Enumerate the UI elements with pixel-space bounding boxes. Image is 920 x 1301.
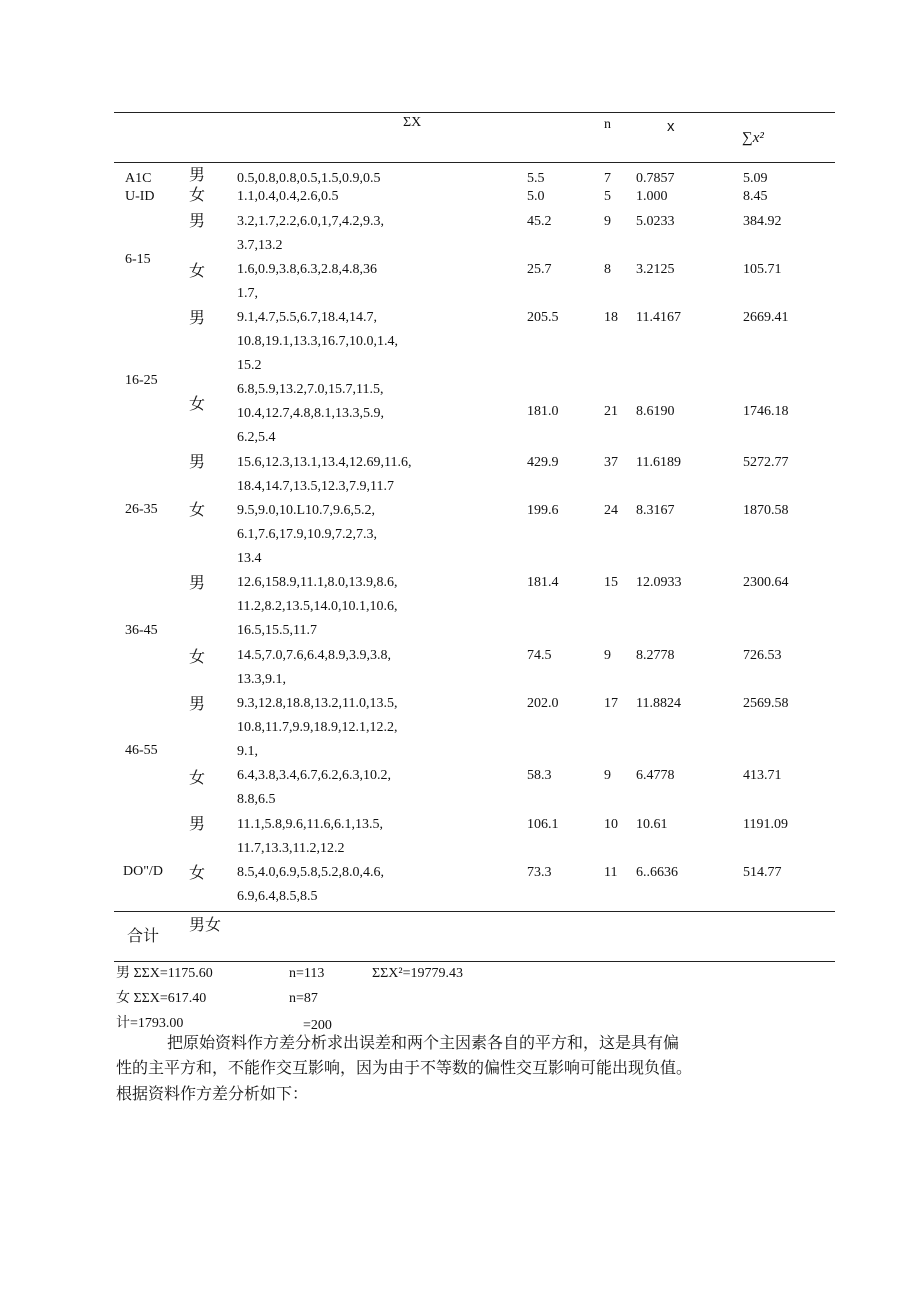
row-sum: 58.3 xyxy=(527,768,552,783)
values-line: 6.4,3.8,3.4,6.7,6.2,6.3,10.2, xyxy=(237,768,391,783)
row-sum-sq: 384.92 xyxy=(743,214,782,229)
row-sum: 106.1 xyxy=(527,817,559,832)
row-sum-sq: 2669.41 xyxy=(743,310,789,325)
values-line: 15.6,12.3,13.1,13.4,12.69,11.6, xyxy=(237,455,412,470)
row-mean: 8.6190 xyxy=(636,404,675,419)
row-sum-sq: 1746.18 xyxy=(743,404,789,419)
group-label: A1C xyxy=(125,171,152,186)
row-sum: 74.5 xyxy=(527,648,552,663)
row-mean: 5.0233 xyxy=(636,214,675,229)
values-line: 6.2,5.4 xyxy=(237,430,276,445)
sex-label: 男 xyxy=(189,575,206,592)
sex-label: 男 xyxy=(189,454,206,471)
header-mean: x xyxy=(667,118,675,135)
values-line: 6.9,6.4,8.5,8.5 xyxy=(237,889,318,904)
row-n: 5 xyxy=(604,189,611,204)
values-line: 13.4 xyxy=(237,551,262,566)
values-line: 12.6,158.9,11.1,8.0,13.9,8.6, xyxy=(237,575,398,590)
row-n: 17 xyxy=(604,696,618,711)
values-line: 16.5,15.5,11.7 xyxy=(237,623,317,638)
sex-label: 男 xyxy=(189,816,206,833)
row-sum: 45.2 xyxy=(527,214,552,229)
table-bottom-rule xyxy=(114,961,835,962)
values-line: 13.3,9.1, xyxy=(237,672,286,687)
total-sexes: 男女 xyxy=(189,917,222,934)
values-line: 6.1,7.6,17.9,10.9,7.2,7.3, xyxy=(237,527,377,542)
row-mean: 11.4167 xyxy=(636,310,681,325)
row-sum-sq: 1870.58 xyxy=(743,503,789,518)
male-n: n=113 xyxy=(289,966,325,981)
row-sum: 181.4 xyxy=(527,575,559,590)
age-label: 6-15 xyxy=(125,252,151,267)
male-sum: 男 ΣΣX=1175.60 xyxy=(116,966,213,981)
row-n: 9 xyxy=(604,648,611,663)
sex-label: 女 xyxy=(189,502,206,519)
row-mean: 0.7857 xyxy=(636,171,675,186)
sex-label: 女 xyxy=(189,263,206,280)
sex-label: 男 xyxy=(189,213,206,230)
row-mean: 6.4778 xyxy=(636,768,675,783)
sum-sq-total: ΣΣX²=19779.43 xyxy=(372,966,463,981)
row-sum: 25.7 xyxy=(527,262,552,277)
row-mean: 1.000 xyxy=(636,189,668,204)
values-line: 10.8,11.7,9.9,18.9,12.1,12.2, xyxy=(237,720,398,735)
row-n: 11 xyxy=(604,865,618,880)
values-line: 10.8,19.1,13.3,16.7,10.0,1.4, xyxy=(237,334,398,349)
grand-n: =200 xyxy=(303,1018,332,1033)
values-line: 11.1,5.8,9.6,11.6,6.1,13.5, xyxy=(237,817,383,832)
values-line: 11.2,8.2,13.5,14.0,10.1,10.6, xyxy=(237,599,398,614)
row-n: 21 xyxy=(604,404,618,419)
header-sum-x2: ∑x² xyxy=(742,130,764,146)
female-n: n=87 xyxy=(289,991,318,1006)
table-header-rule xyxy=(114,162,835,163)
row-sum-sq: 413.71 xyxy=(743,768,782,783)
row-sum-sq: 2569.58 xyxy=(743,696,789,711)
row-mean: 8.2778 xyxy=(636,648,675,663)
row-sum-sq: 726.53 xyxy=(743,648,782,663)
row-sum-sq: 8.45 xyxy=(743,189,768,204)
paragraph-line-2: 性的主平方和，不能作交互影响，因为由于不等数的偏性交互影响可能出现负值。 xyxy=(116,1060,693,1077)
sex-label: 男 xyxy=(189,167,206,184)
table-total-rule xyxy=(114,911,835,912)
values-line: 3.7,13.2 xyxy=(237,238,283,253)
values-line: 9.1, xyxy=(237,744,258,759)
values-line: 18.4,14.7,13.5,12.3,7.9,11.7 xyxy=(237,479,394,494)
row-sum: 5.0 xyxy=(527,189,545,204)
values-line: 1.6,0.9,3.8,6.3,2.8,4.8,36 xyxy=(237,262,377,277)
row-mean: 8.3167 xyxy=(636,503,675,518)
row-mean: 11.6189 xyxy=(636,455,681,470)
row-n: 18 xyxy=(604,310,618,325)
age-label: 26-35 xyxy=(125,502,158,517)
values-line: 9.3,12.8,18.8,13.2,11.0,13.5, xyxy=(237,696,398,711)
values-line: 15.2 xyxy=(237,358,262,373)
row-sum: 181.0 xyxy=(527,404,559,419)
row-sum: 202.0 xyxy=(527,696,559,711)
female-sum: 女 ΣΣX=617.40 xyxy=(116,991,207,1006)
row-sum-sq: 2300.64 xyxy=(743,575,789,590)
values-line: 6.8,5.9,13.2,7.0,15.7,11.5, xyxy=(237,382,384,397)
values-line: 1.7, xyxy=(237,286,258,301)
row-mean: 3.2125 xyxy=(636,262,675,277)
age-label: 36-45 xyxy=(125,623,158,638)
values-line: 3.2,1.7,2.2,6.0,1,7,4.2,9.3, xyxy=(237,214,384,229)
age-label: DO"/D xyxy=(123,864,163,879)
row-mean: 6..6636 xyxy=(636,865,678,880)
paragraph-line-3: 根据资料作方差分析如下： xyxy=(116,1086,309,1103)
row-mean: 10.61 xyxy=(636,817,668,832)
table-top-rule xyxy=(114,112,835,113)
sex-label: 男 xyxy=(189,310,206,327)
row-sum-sq: 514.77 xyxy=(743,865,782,880)
sex-label: 女 xyxy=(189,865,206,882)
row-n: 37 xyxy=(604,455,618,470)
total-label: 合计 xyxy=(127,928,160,945)
row-sum-sq: 105.71 xyxy=(743,262,782,277)
values-line: 1.1,0.4,0.4,2.6,0.5 xyxy=(237,189,339,204)
row-n: 9 xyxy=(604,768,611,783)
row-n: 10 xyxy=(604,817,618,832)
row-n: 8 xyxy=(604,262,611,277)
row-sum-sq: 5.09 xyxy=(743,171,768,186)
row-n: 9 xyxy=(604,214,611,229)
row-sum: 73.3 xyxy=(527,865,552,880)
values-line: 8.5,4.0,6.9,5.8,5.2,8.0,4.6, xyxy=(237,865,384,880)
values-line: 10.4,12.7,4.8,8.1,13.3,5.9, xyxy=(237,406,384,421)
row-n: 7 xyxy=(604,171,611,186)
row-mean: 12.0933 xyxy=(636,575,682,590)
grand-sum: 计=1793.00 xyxy=(116,1016,184,1031)
row-sum-sq: 1191.09 xyxy=(743,817,788,832)
row-n: 24 xyxy=(604,503,618,518)
row-sum: 205.5 xyxy=(527,310,559,325)
age-label: 16-25 xyxy=(125,373,158,388)
row-sum: 5.5 xyxy=(527,171,545,186)
sex-label: 男 xyxy=(189,696,206,713)
header-n: n xyxy=(604,117,611,132)
values-line: 9.1,4.7,5.5,6.7,18.4,14.7, xyxy=(237,310,377,325)
row-sum: 429.9 xyxy=(527,455,559,470)
header-sum-x: ΣX xyxy=(403,115,422,130)
row-n: 15 xyxy=(604,575,618,590)
sex-label: 女 xyxy=(189,396,206,413)
paragraph-line-1: 把原始资料作方差分析求出误差和两个主因素各自的平方和，这是具有偏 xyxy=(167,1035,680,1052)
values-line: 14.5,7.0,7.6,6.4,8.9,3.9,3.8, xyxy=(237,648,391,663)
group-label: U-ID xyxy=(125,189,155,204)
sex-label: 女 xyxy=(189,770,206,787)
sex-label: 女 xyxy=(189,187,206,204)
values-line: 8.8,6.5 xyxy=(237,792,276,807)
row-mean: 11.8824 xyxy=(636,696,681,711)
values-line: 0.5,0.8,0.8,0.5,1.5,0.9,0.5 xyxy=(237,171,381,186)
values-line: 9.5,9.0,10.L10.7,9.6,5.2, xyxy=(237,503,376,518)
age-label: 46-55 xyxy=(125,743,158,758)
sex-label: 女 xyxy=(189,649,206,666)
row-sum: 199.6 xyxy=(527,503,559,518)
row-sum-sq: 5272.77 xyxy=(743,455,789,470)
values-line: 11.7,13.3,11.2,12.2 xyxy=(237,841,345,856)
